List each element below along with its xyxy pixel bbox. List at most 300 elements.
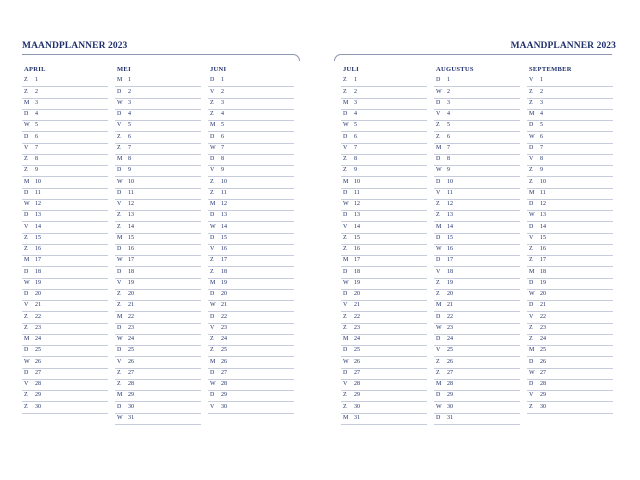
day-number: 25 <box>540 347 546 354</box>
weekday-letter: W <box>24 358 30 365</box>
day-number: 7 <box>221 144 224 151</box>
weekday-letter: M <box>210 279 216 286</box>
weekday-letter: V <box>529 156 534 162</box>
day-number: 27 <box>540 369 546 376</box>
weekday-letter: Z <box>529 403 533 410</box>
day-number: 2 <box>128 88 131 95</box>
day-number: 21 <box>128 302 134 309</box>
day-number: 3 <box>35 99 38 106</box>
weekday-letter: D <box>343 369 348 376</box>
day-row[interactable] <box>115 414 201 425</box>
weekday-letter: V <box>343 144 348 151</box>
day-number: 13 <box>354 212 360 219</box>
weekday-letter: M <box>343 257 349 264</box>
day-number: 9 <box>221 167 224 174</box>
day-number: 18 <box>354 268 360 275</box>
weekday-letter: W <box>436 88 442 95</box>
day-number: 8 <box>35 156 38 162</box>
day-number: 30 <box>128 403 134 410</box>
day-number: 21 <box>35 302 41 309</box>
page-title: MAANDPLANNER 2023 <box>22 41 128 51</box>
weekday-letter: Z <box>529 246 533 252</box>
day-number: 23 <box>35 324 41 331</box>
day-number: 4 <box>35 111 38 117</box>
day-number: 5 <box>35 122 38 129</box>
weekday-letter: M <box>529 347 535 354</box>
day-number: 9 <box>128 167 131 174</box>
weekday-letter: D <box>343 347 348 354</box>
day-number: 24 <box>35 336 41 342</box>
weekday-letter: Z <box>117 302 121 309</box>
weekday-letter: W <box>436 167 442 174</box>
weekday-letter: V <box>436 268 441 275</box>
day-number: 18 <box>35 268 41 275</box>
day-number: 28 <box>447 381 453 387</box>
weekday-letter: M <box>210 201 216 207</box>
day-number: 15 <box>35 234 41 241</box>
day-number: 1 <box>35 77 38 84</box>
weekday-letter: M <box>436 381 442 387</box>
weekday-letter: W <box>117 99 123 106</box>
day-number: 5 <box>221 122 224 129</box>
weekday-letter: Z <box>117 212 121 219</box>
month-column <box>527 64 613 414</box>
weekday-letter: V <box>210 246 215 252</box>
weekday-letter: D <box>529 381 534 387</box>
weekday-letter: Z <box>529 88 533 95</box>
day-number: 4 <box>221 111 224 117</box>
month-column <box>341 64 427 425</box>
month-column <box>22 64 108 414</box>
day-number: 17 <box>35 257 41 264</box>
day-number: 20 <box>447 291 453 297</box>
day-number: 13 <box>447 212 453 219</box>
day-number: 23 <box>447 324 453 331</box>
day-number: 3 <box>221 99 224 106</box>
weekday-letter: M <box>529 189 535 196</box>
day-number: 27 <box>447 369 453 376</box>
weekday-letter: M <box>210 122 216 129</box>
day-number: 8 <box>447 156 450 162</box>
day-number: 16 <box>540 246 546 252</box>
day-number: 7 <box>35 144 38 151</box>
day-number: 11 <box>540 189 546 196</box>
weekday-letter: Z <box>436 133 440 140</box>
weekday-letter: Z <box>117 144 121 151</box>
day-number: 28 <box>35 381 41 387</box>
weekday-letter: D <box>24 133 29 140</box>
day-number: 17 <box>354 257 360 264</box>
weekday-letter: V <box>24 302 29 309</box>
weekday-letter: D <box>529 144 534 151</box>
weekday-letter: M <box>117 156 123 162</box>
weekday-letter: Z <box>436 358 440 365</box>
weekday-letter: W <box>436 403 442 410</box>
day-number: 21 <box>540 302 546 309</box>
day-number: 11 <box>354 189 360 196</box>
day-number: 19 <box>128 279 134 286</box>
weekday-letter: W <box>343 358 349 365</box>
weekday-letter: D <box>210 392 215 399</box>
weekday-letter: V <box>24 381 29 387</box>
weekday-letter: W <box>343 122 349 129</box>
day-number: 17 <box>540 257 546 264</box>
day-number: 31 <box>128 414 134 421</box>
day-number: 9 <box>447 167 450 174</box>
weekday-letter: D <box>436 392 441 399</box>
day-number: 3 <box>128 99 131 106</box>
day-number: 10 <box>221 178 227 185</box>
weekday-letter: V <box>436 347 441 354</box>
day-number: 16 <box>354 246 360 252</box>
weekday-letter: M <box>343 336 349 342</box>
title-rule-curl <box>334 54 343 61</box>
weekday-letter: D <box>117 111 122 117</box>
day-number: 29 <box>128 392 134 399</box>
month-name: AUGUSTUS <box>436 66 474 73</box>
day-number: 19 <box>354 279 360 286</box>
weekday-letter: D <box>343 189 348 196</box>
day-row[interactable] <box>22 402 108 413</box>
day-number: 1 <box>540 77 543 84</box>
weekday-letter: Z <box>24 324 28 331</box>
month-name: MEI <box>117 66 131 73</box>
day-number: 12 <box>128 201 134 207</box>
month-name: SEPTEMBER <box>529 66 572 73</box>
weekday-letter: Z <box>529 167 533 174</box>
day-number: 21 <box>221 302 227 309</box>
weekday-letter: D <box>210 369 215 376</box>
weekday-letter: V <box>210 324 215 331</box>
weekday-letter: W <box>117 178 123 185</box>
weekday-letter: Z <box>343 313 347 320</box>
weekday-letter: V <box>529 77 534 84</box>
day-number: 22 <box>447 313 453 320</box>
weekday-letter: V <box>117 201 122 207</box>
day-number: 18 <box>540 268 546 275</box>
weekday-letter: W <box>436 246 442 252</box>
weekday-letter: D <box>529 201 534 207</box>
day-number: 28 <box>540 381 546 387</box>
weekday-letter: V <box>117 279 122 286</box>
day-number: 26 <box>128 358 134 365</box>
day-number: 30 <box>221 403 227 410</box>
day-row[interactable] <box>527 402 613 413</box>
day-row[interactable] <box>434 414 520 425</box>
day-number: 11 <box>35 189 41 196</box>
day-number: 28 <box>354 381 360 387</box>
day-number: 16 <box>35 246 41 252</box>
day-number: 26 <box>447 358 453 365</box>
day-number: 14 <box>221 223 227 230</box>
day-number: 8 <box>354 156 357 162</box>
weekday-letter: Z <box>210 347 214 354</box>
weekday-letter: D <box>117 189 122 196</box>
weekday-letter: D <box>343 111 348 117</box>
day-number: 25 <box>35 347 41 354</box>
weekday-letter: W <box>343 201 349 207</box>
weekday-letter: D <box>343 212 348 219</box>
weekday-letter: Z <box>117 223 121 230</box>
day-number: 8 <box>128 156 131 162</box>
day-number: 16 <box>221 246 227 252</box>
day-number: 26 <box>35 358 41 365</box>
weekday-letter: W <box>210 223 216 230</box>
day-number: 14 <box>540 223 546 230</box>
weekday-letter: M <box>117 313 123 320</box>
day-number: 12 <box>221 201 227 207</box>
weekday-letter: M <box>24 257 30 264</box>
day-number: 15 <box>221 234 227 241</box>
weekday-letter: M <box>436 223 442 230</box>
title-rule <box>342 54 612 55</box>
weekday-letter: Z <box>24 88 28 95</box>
month-column <box>208 64 294 414</box>
weekday-letter: Z <box>117 133 121 140</box>
weekday-letter: D <box>436 99 441 106</box>
weekday-letter: D <box>343 291 348 297</box>
day-number: 25 <box>447 347 453 354</box>
weekday-letter: D <box>529 223 534 230</box>
day-number: 4 <box>540 111 543 117</box>
day-number: 6 <box>540 133 543 140</box>
weekday-letter: D <box>117 347 122 354</box>
weekday-letter: Z <box>529 99 533 106</box>
day-number: 13 <box>128 212 134 219</box>
weekday-letter: D <box>436 257 441 264</box>
weekday-letter: Z <box>436 369 440 376</box>
day-number: 8 <box>221 156 224 162</box>
weekday-letter: W <box>529 133 535 140</box>
day-number: 29 <box>35 392 41 399</box>
weekday-letter: W <box>24 122 30 129</box>
weekday-letter: V <box>529 313 534 320</box>
weekday-letter: V <box>24 144 29 151</box>
weekday-letter: D <box>210 313 215 320</box>
weekday-letter: D <box>210 234 215 241</box>
weekday-letter: V <box>343 302 348 309</box>
weekday-letter: V <box>210 403 215 410</box>
day-number: 2 <box>540 88 543 95</box>
weekday-letter: D <box>24 347 29 354</box>
day-number: 9 <box>35 167 38 174</box>
weekday-letter: D <box>117 403 122 410</box>
day-number: 19 <box>221 279 227 286</box>
weekday-letter: M <box>343 178 349 185</box>
day-number: 25 <box>354 347 360 354</box>
day-number: 19 <box>540 279 546 286</box>
day-number: 16 <box>447 246 453 252</box>
day-number: 25 <box>128 347 134 354</box>
day-number: 13 <box>221 212 227 219</box>
weekday-letter: D <box>210 212 215 219</box>
weekday-letter: M <box>210 358 216 365</box>
day-number: 7 <box>540 144 543 151</box>
weekday-letter: M <box>117 234 123 241</box>
day-number: 4 <box>354 111 357 117</box>
day-number: 8 <box>540 156 543 162</box>
weekday-letter: Z <box>343 234 347 241</box>
weekday-letter: Z <box>210 178 214 185</box>
weekday-letter: M <box>343 99 349 106</box>
weekday-letter: Z <box>529 257 533 264</box>
weekday-letter: Z <box>343 246 347 252</box>
day-number: 2 <box>221 88 224 95</box>
day-number: 15 <box>540 234 546 241</box>
weekday-letter: M <box>529 111 535 117</box>
day-number: 26 <box>540 358 546 365</box>
day-number: 3 <box>447 99 450 106</box>
day-number: 30 <box>447 403 453 410</box>
day-number: 27 <box>128 369 134 376</box>
day-number: 12 <box>354 201 360 207</box>
weekday-letter: M <box>117 77 123 84</box>
day-number: 18 <box>221 268 227 275</box>
weekday-letter: W <box>529 369 535 376</box>
weekday-letter: D <box>529 358 534 365</box>
day-number: 11 <box>447 189 453 196</box>
day-row[interactable] <box>208 402 294 413</box>
weekday-letter: W <box>210 302 216 309</box>
day-number: 27 <box>35 369 41 376</box>
weekday-letter: V <box>24 223 29 230</box>
weekday-letter: Z <box>24 156 28 162</box>
day-number: 29 <box>540 392 546 399</box>
day-number: 9 <box>354 167 357 174</box>
weekday-letter: M <box>343 414 349 421</box>
weekday-letter: Z <box>529 336 533 342</box>
weekday-letter: D <box>210 133 215 140</box>
weekday-letter: M <box>436 302 442 309</box>
weekday-letter: D <box>436 234 441 241</box>
weekday-letter: D <box>529 302 534 309</box>
day-number: 17 <box>128 257 134 264</box>
day-number: 7 <box>128 144 131 151</box>
day-number: 22 <box>540 313 546 320</box>
weekday-letter: D <box>117 268 122 275</box>
day-row[interactable] <box>341 414 427 425</box>
day-number: 25 <box>221 347 227 354</box>
weekday-letter: W <box>343 279 349 286</box>
weekday-letter: D <box>117 246 122 252</box>
day-number: 20 <box>221 291 227 297</box>
title-rule-curl <box>291 54 300 61</box>
weekday-letter: Z <box>24 246 28 252</box>
day-number: 14 <box>354 223 360 230</box>
day-number: 16 <box>128 246 134 252</box>
weekday-letter: Z <box>529 324 533 331</box>
weekday-letter: D <box>24 291 29 297</box>
weekday-letter: V <box>529 392 534 399</box>
day-number: 11 <box>221 189 227 196</box>
weekday-letter: V <box>436 189 441 196</box>
day-number: 5 <box>128 122 131 129</box>
weekday-letter: Z <box>343 167 347 174</box>
weekday-letter: M <box>529 268 535 275</box>
weekday-letter: Z <box>24 234 28 241</box>
day-number: 22 <box>221 313 227 320</box>
day-number: 14 <box>447 223 453 230</box>
day-number: 6 <box>35 133 38 140</box>
day-number: 13 <box>35 212 41 219</box>
weekday-letter: M <box>24 99 30 106</box>
day-number: 30 <box>540 403 546 410</box>
day-number: 7 <box>447 144 450 151</box>
day-number: 4 <box>447 111 450 117</box>
weekday-letter: Z <box>343 403 347 410</box>
day-number: 28 <box>128 381 134 387</box>
weekday-letter: Z <box>436 201 440 207</box>
weekday-letter: V <box>343 381 348 387</box>
day-number: 29 <box>447 392 453 399</box>
day-number: 28 <box>221 381 227 387</box>
day-number: 22 <box>128 313 134 320</box>
day-number: 1 <box>354 77 357 84</box>
weekday-letter: Z <box>210 111 214 117</box>
weekday-letter: W <box>117 336 123 342</box>
weekday-letter: Z <box>24 403 28 410</box>
day-number: 30 <box>35 403 41 410</box>
day-number: 20 <box>35 291 41 297</box>
weekday-letter: D <box>436 336 441 342</box>
day-number: 26 <box>354 358 360 365</box>
day-number: 26 <box>221 358 227 365</box>
page-title: MAANDPLANNER 2023 <box>510 41 616 51</box>
day-number: 10 <box>540 178 546 185</box>
weekday-letter: Z <box>436 212 440 219</box>
weekday-letter: V <box>210 88 215 95</box>
weekday-letter: Z <box>436 279 440 286</box>
weekday-letter: Z <box>210 336 214 342</box>
day-number: 20 <box>354 291 360 297</box>
day-number: 13 <box>540 212 546 219</box>
day-number: 3 <box>540 99 543 106</box>
weekday-letter: Z <box>343 88 347 95</box>
weekday-letter: W <box>210 381 216 387</box>
weekday-letter: D <box>343 268 348 275</box>
day-number: 15 <box>128 234 134 241</box>
weekday-letter: Z <box>24 77 28 84</box>
weekday-letter: Z <box>24 167 28 174</box>
weekday-letter: D <box>529 279 534 286</box>
weekday-letter: D <box>24 268 29 275</box>
weekday-letter: Z <box>210 257 214 264</box>
weekday-letter: Z <box>24 313 28 320</box>
day-number: 1 <box>221 77 224 84</box>
month-name: APRIL <box>24 66 46 73</box>
weekday-letter: D <box>24 212 29 219</box>
right-page <box>320 0 640 480</box>
day-number: 2 <box>447 88 450 95</box>
day-number: 5 <box>447 122 450 129</box>
day-number: 5 <box>354 122 357 129</box>
day-number: 30 <box>354 403 360 410</box>
weekday-letter: D <box>117 88 122 95</box>
day-number: 6 <box>447 133 450 140</box>
weekday-letter: Z <box>529 178 533 185</box>
weekday-letter: M <box>436 144 442 151</box>
weekday-letter: Z <box>117 369 121 376</box>
day-number: 9 <box>540 167 543 174</box>
weekday-letter: V <box>529 234 534 241</box>
weekday-letter: M <box>117 392 123 399</box>
weekday-letter: D <box>117 167 122 174</box>
day-number: 6 <box>221 133 224 140</box>
day-number: 17 <box>221 257 227 264</box>
weekday-letter: Z <box>117 381 121 387</box>
weekday-letter: W <box>529 212 535 219</box>
day-number: 10 <box>354 178 360 185</box>
